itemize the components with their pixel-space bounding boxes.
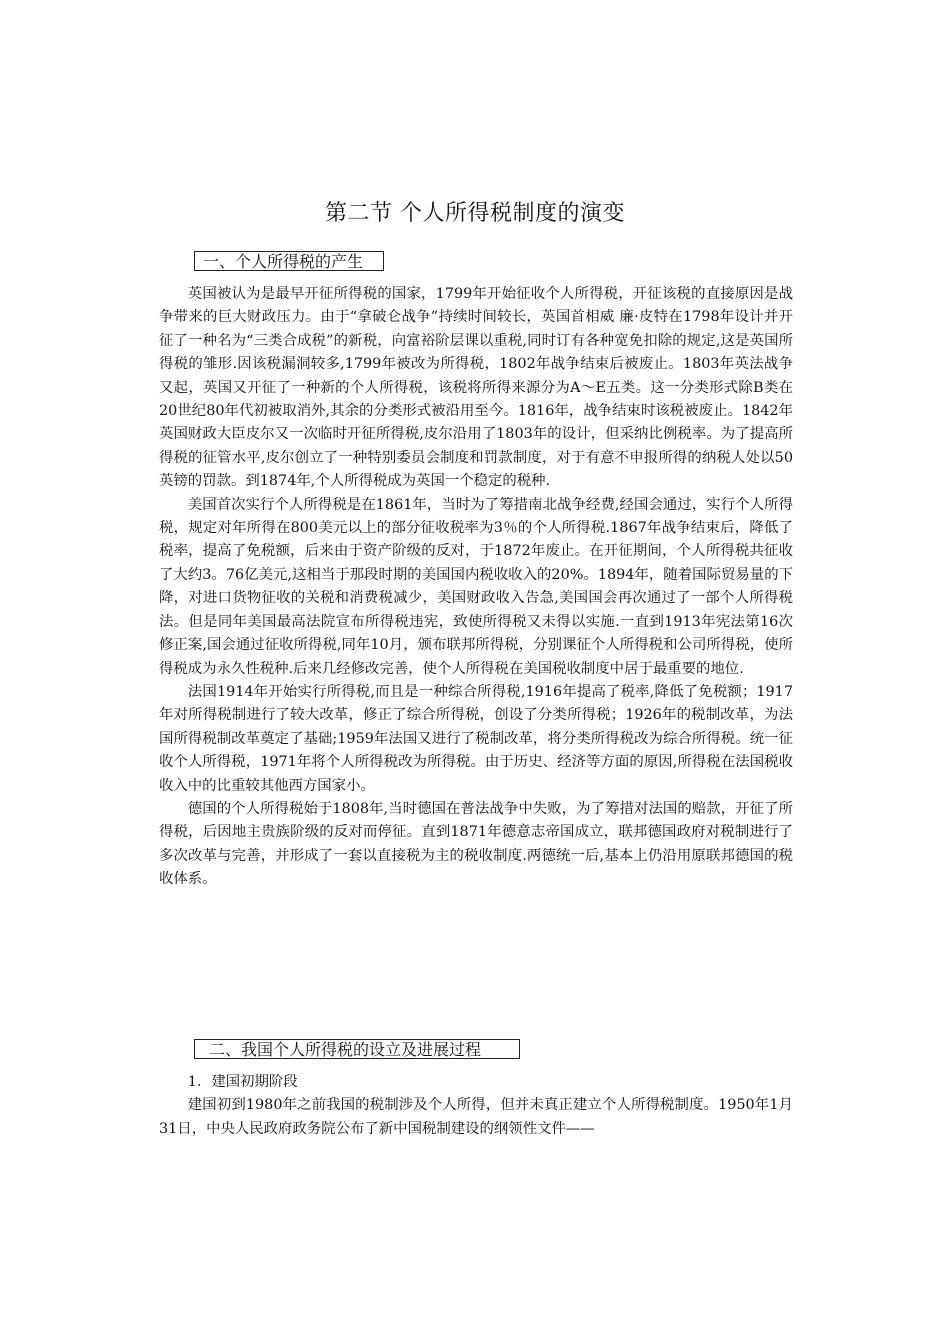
- section-heading-china: 二、我国个人所得税的设立及进展过程: [194, 1039, 520, 1059]
- paragraph-germany: 德国的个人所得税始于1808年,当时德国在普法战争中失败，为了筹措对法国的赔款，开征了所得税，后因地主贵族阶级的反对而停征。直到1871年德意志帝国成立，联邦德国政府对税制进行了多次改革与完善，并形成了一套以直接税为主的税收制度.两德统一后,基本上仍沿用原联邦德国的税收体系。: [159, 800, 793, 888]
- paragraph-france: 法国1914年开始实行所得税,而且是一种综合所得税,1916年提高了税率,降低了免税额；1917年对所得税制进行了较大改革，修正了综合所得税，创设了分类所得税；1926年的税制改革，为法国所得税制改革奠定了基础;1959年法国又进行了税制改革，将分类所得税改为综合所得税。统一征收个人所得税，1971年将个人所得税改为所得税。由于历史、经济等方面的原因,所得税在法国税收收入中的比重较其他西方国家小。: [159, 683, 793, 794]
- page-title: 第二节 个人所得税制度的演变: [325, 201, 625, 226]
- section-heading-origin: 一、个人所得税的产生: [194, 251, 384, 271]
- subheading-early-period: 1．建国初期阶段: [187, 1074, 298, 1090]
- paragraph-usa: 美国首次实行个人所得税是在1861年，当时为了筹措南北战争经费,经国会通过，实行个人所得税，规定对年所得在800美元以上的部分征收税率为3％的个人所得税.1867年战争结束后，降低了税率，提高了免税额，后来由于资产阶级的反对，于1872年废止。在开征期间，个人所得税共征收了大约3。76亿美元,这相当于那段时期的美国国内税收收入的20%。1894年，随着国际贸易量的下降，对进口货物征收的关税和消费税减少，美国财政收入告急,美国国会再次通过了一部个人所得税法。但是同年美国最高法院宣布所得税违宪，致使所得税又未得以实施.一直到1913年宪法第16次修正案,国会通过征收所得税,同年10月，颁布联邦所得税，分别课征个人所得税和公司所得税，使所得税成为永久性税种.后来几经修改完善，使个人所得税在美国税收制度中居于最重要的地位.: [159, 496, 793, 677]
- paragraph-britain: 英国被认为是最早开征所得税的国家，1799年开始征收个人所得税，开征该税的直接原因是战争带来的巨大财政压力。由于“拿破仑战争”持续时间较长，英国首相威 廉·皮特在1798年设计并开征了一种名为“三类合成税”的新税，向富裕阶层课以重税,同时订有各种宽免扣除的规定,这是英国所得税的雏形.因该税漏洞较多,1799年被改为所得税，1802年战争结束后被废止。1803年英法战争又起，英国又开征了一种新的个人所得税，该税将所得来源分为A～E五类。这一分类形式除B类在20世纪80年代初被取消外,其余的分类形式被沿用至今。1816年，战争结束时该税被废止。1842年英国财政大臣皮尔又一次临时开征所得税,皮尔沿用了1803年的设计，但采纳比例税率。为了提高所得税的征管水平,皮尔创立了一种特别委员会制度和罚款制度，对于有意不申报所得的纳税人处以50英镑的罚款。到1874年,个人所得税成为英国一个稳定的税种.: [159, 286, 793, 490]
- section-body-origin: [159, 283, 793, 892]
- paragraph-china-early: 建国初到1980年之前我国的税制涉及个人所得，但并未真正建立个人所得税制度。1950年1月31日，中央人民政府政务院公布了新中国税制建设的纲领性文件——: [159, 1097, 793, 1137]
- section-body-china: [159, 1071, 793, 1141]
